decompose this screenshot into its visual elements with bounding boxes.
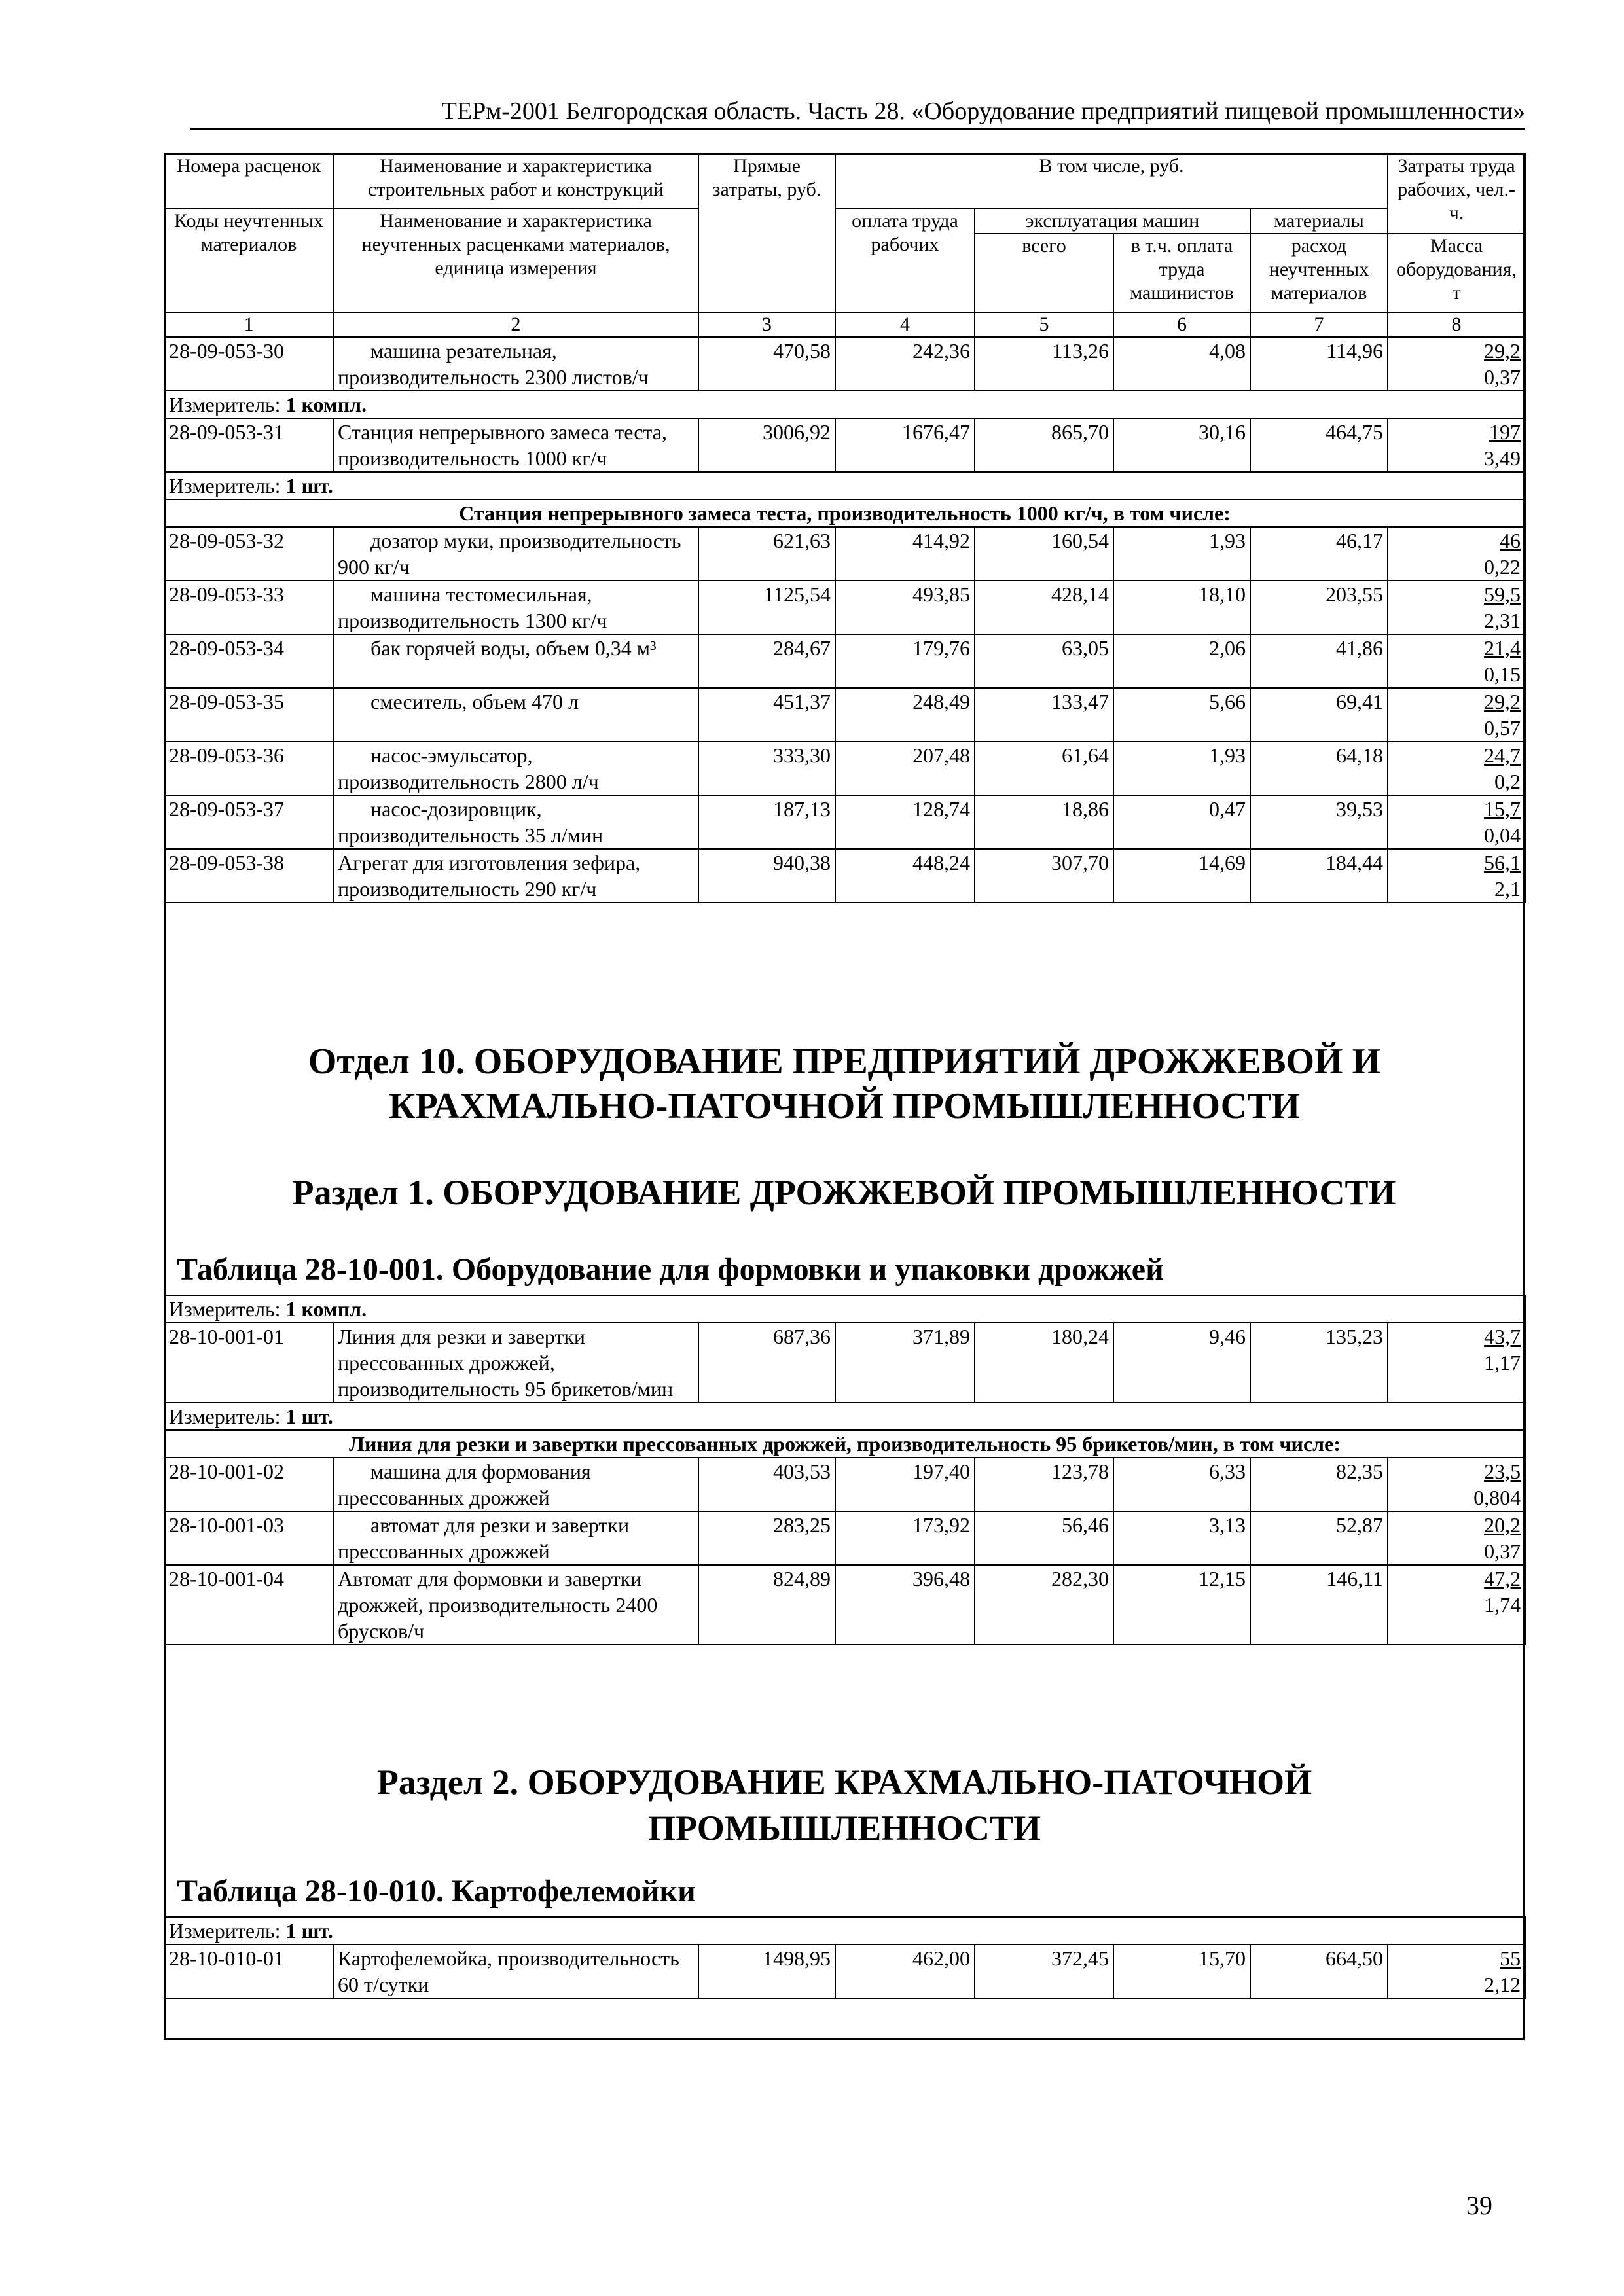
col6-header: в т.ч. оплата труда машинистов <box>1113 234 1250 312</box>
worker-wages: 242,36 <box>835 337 975 391</box>
measure-cell <box>164 472 1525 499</box>
labor-mass-cell <box>1388 688 1525 742</box>
labor-mass-cell <box>1388 527 1525 581</box>
razdel1-heading: Раздел 1. ОБОРУДОВАНИЕ ДРОЖЖЕВОЙ ПРОМЫШЛЕННОСТИ <box>292 1173 1396 1212</box>
table1-title: Таблица 28-10-001. Оборудование для формовки и упаковки дрожжей <box>177 1252 1164 1287</box>
direct-costs: 451,37 <box>698 688 835 742</box>
materials-cost: 52,87 <box>1250 1511 1388 1565</box>
measure-cell <box>164 1403 1525 1430</box>
machines-total: 61,64 <box>975 742 1113 795</box>
machines-total: 113,26 <box>975 337 1113 391</box>
equipment-mass: 3,49 <box>1484 446 1521 470</box>
operator-wages: 9,46 <box>1113 1323 1250 1403</box>
measure-row <box>164 472 1525 499</box>
labor-costs: 55 <box>1500 1946 1521 1970</box>
rate-code: 28-09-053-34 <box>164 634 333 688</box>
page-number: 39 <box>1466 2191 1492 2220</box>
measure-label: Измеритель: <box>169 474 286 497</box>
rate-code: 28-09-053-33 <box>164 581 333 634</box>
operator-wages: 5,66 <box>1113 688 1250 742</box>
direct-costs: 621,63 <box>698 527 835 581</box>
materials-cost: 82,35 <box>1250 1458 1388 1511</box>
worker-wages: 448,24 <box>835 849 975 903</box>
rate-name: смеситель, объем 470 л <box>333 688 698 742</box>
rates-table-2 <box>164 1295 1526 1645</box>
rate-row <box>164 1565 1525 1645</box>
machines-total: 372,45 <box>975 1945 1113 1998</box>
labor-costs: 23,5 <box>1484 1460 1521 1483</box>
column-numbers-row <box>164 312 1525 337</box>
equipment-mass: 1,17 <box>1484 1351 1521 1374</box>
labor-costs: 21,4 <box>1484 636 1521 660</box>
rate-code: 28-09-053-35 <box>164 688 333 742</box>
materials-cost: 64,18 <box>1250 742 1388 795</box>
col1-header-bottom: Коды неучтенных материалов <box>164 209 333 312</box>
worker-wages: 248,49 <box>835 688 975 742</box>
labor-costs: 29,2 <box>1484 339 1521 363</box>
labor-mass-cell <box>1388 795 1525 849</box>
rate-name: Автомат для формовки и завертки дрожжей, производительность 2400 брусков/ч <box>333 1565 698 1645</box>
rate-code: 28-10-010-01 <box>164 1945 333 1998</box>
worker-wages: 371,89 <box>835 1323 975 1403</box>
col2-header-bottom: Наименование и характеристика неучтенных расценками материалов, единица измерения <box>333 209 698 312</box>
materials-cost: 664,50 <box>1250 1945 1388 1998</box>
equipment-mass: 0,04 <box>1484 823 1521 847</box>
equipment-mass: 0,37 <box>1484 1539 1521 1563</box>
rate-name: бак горячей воды, объем 0,34 м³ <box>333 634 698 688</box>
running-header: ТЕРм-2001 Белгородская область. Часть 28. «Оборудование предприятий пищевой промышленности» <box>190 97 1525 130</box>
rate-name: Станция непрерывного замеса теста, производительность 1000 кг/ч <box>333 418 698 472</box>
machines-total: 307,70 <box>975 849 1113 903</box>
operator-wages: 4,08 <box>1113 337 1250 391</box>
measure-label: Измеритель: <box>169 1297 286 1321</box>
labor-mass-cell <box>1388 1945 1525 1998</box>
direct-costs: 284,67 <box>698 634 835 688</box>
measure-unit: 1 шт. <box>285 1405 333 1428</box>
measure-row <box>164 1295 1525 1323</box>
razdel2-heading: Раздел 2. ОБОРУДОВАНИЕ КРАХМАЛЬНО-ПАТОЧНОЙ ПРОМЫШЛЕННОСТИ <box>376 1763 1312 1848</box>
labor-costs: 197 <box>1489 420 1521 444</box>
labor-costs: 59,5 <box>1484 583 1521 606</box>
labor-costs: 29,2 <box>1484 690 1521 713</box>
rate-row <box>164 418 1525 472</box>
materials-cost: 203,55 <box>1250 581 1388 634</box>
measure-row <box>164 1403 1525 1430</box>
materials-cost: 46,17 <box>1250 527 1388 581</box>
rate-row <box>164 1945 1525 1998</box>
worker-wages: 179,76 <box>835 634 975 688</box>
machines-total: 282,30 <box>975 1565 1113 1645</box>
rate-row <box>164 581 1525 634</box>
machines-total: 123,78 <box>975 1458 1113 1511</box>
rate-code: 28-10-001-03 <box>164 1511 333 1565</box>
rate-name: машина тестомесильная, производительность 1300 кг/ч <box>333 581 698 634</box>
rate-row <box>164 742 1525 795</box>
equipment-mass: 2,12 <box>1484 1973 1521 1996</box>
operator-wages: 1,93 <box>1113 742 1250 795</box>
operator-wages: 14,69 <box>1113 849 1250 903</box>
rate-code: 28-10-001-02 <box>164 1458 333 1511</box>
measure-unit: 1 компл. <box>285 1297 367 1321</box>
table-body-2 <box>164 1295 1525 1645</box>
measure-unit: 1 компл. <box>285 393 367 416</box>
rate-code: 28-09-053-38 <box>164 849 333 903</box>
operator-wages: 2,06 <box>1113 634 1250 688</box>
worker-wages: 197,40 <box>835 1458 975 1511</box>
materials-header: материалы <box>1250 209 1388 234</box>
col4-header: оплата труда рабочих <box>835 209 975 312</box>
rate-name: автомат для резки и завертки прессованных дрожжей <box>333 1511 698 1565</box>
measure-label: Измеритель: <box>169 1919 286 1943</box>
labor-costs: 47,2 <box>1484 1567 1521 1590</box>
measure-cell <box>164 391 1525 418</box>
rate-row <box>164 688 1525 742</box>
otdel-heading: Отдел 10. ОБОРУДОВАНИЕ ПРЕДПРИЯТИЙ ДРОЖЖЕВОЙ И КРАХМАЛЬНО-ПАТОЧНОЙ ПРОМЫШЛЕННОСТИ <box>308 1041 1381 1126</box>
labor-costs: 15,7 <box>1484 797 1521 821</box>
rate-code: 28-10-001-01 <box>164 1323 333 1403</box>
machines-total: 180,24 <box>975 1323 1113 1403</box>
equipment-mass: 0,15 <box>1484 662 1521 686</box>
worker-wages: 207,48 <box>835 742 975 795</box>
rate-name: Картофелемойка, производительность 60 т/сутки <box>333 1945 698 1998</box>
equipment-mass: 2,1 <box>1494 877 1521 901</box>
col5-header: всего <box>975 234 1113 312</box>
equipment-mass: 1,74 <box>1484 1593 1521 1617</box>
direct-costs: 3006,92 <box>698 418 835 472</box>
group-row <box>164 499 1525 527</box>
rate-row <box>164 634 1525 688</box>
labor-costs: 24,7 <box>1484 744 1521 767</box>
machines-total: 865,70 <box>975 418 1113 472</box>
rate-row <box>164 527 1525 581</box>
labor-mass-cell <box>1388 418 1525 472</box>
labor-mass-cell <box>1388 742 1525 795</box>
rate-name: Агрегат для изготовления зефира, производительность 290 кг/ч <box>333 849 698 903</box>
materials-cost: 69,41 <box>1250 688 1388 742</box>
table-header <box>164 154 1525 337</box>
rate-code: 28-09-053-36 <box>164 742 333 795</box>
worker-wages: 128,74 <box>835 795 975 849</box>
equipment-mass: 0,804 <box>1473 1486 1521 1509</box>
labor-mass-cell <box>1388 337 1525 391</box>
rates-table-1 <box>164 153 1526 903</box>
materials-cost: 146,11 <box>1250 1565 1388 1645</box>
rate-row <box>164 795 1525 849</box>
labor-costs: 43,7 <box>1484 1325 1521 1348</box>
rate-name: дозатор муки, производительность 900 кг/ч <box>333 527 698 581</box>
direct-costs: 470,58 <box>698 337 835 391</box>
worker-wages: 493,85 <box>835 581 975 634</box>
rate-row <box>164 849 1525 903</box>
machines-total: 428,14 <box>975 581 1113 634</box>
measure-row <box>164 1917 1525 1945</box>
group-row <box>164 1430 1525 1458</box>
group-title: Линия для резки и завертки прессованных дрожжей, производительность 95 брикетов/мин, в том числе: <box>164 1430 1525 1458</box>
rate-row <box>164 1323 1525 1403</box>
labor-costs: 20,2 <box>1484 1513 1521 1537</box>
machines-header: эксплуатация машин <box>975 209 1250 234</box>
equipment-mass: 0,2 <box>1494 770 1521 793</box>
materials-cost: 41,86 <box>1250 634 1388 688</box>
measure-label: Измеритель: <box>169 1405 286 1428</box>
rate-code: 28-09-053-30 <box>164 337 333 391</box>
labor-mass-cell <box>1388 1565 1525 1645</box>
operator-wages: 1,93 <box>1113 527 1250 581</box>
labor-mass-cell <box>1388 1511 1525 1565</box>
direct-costs: 940,38 <box>698 849 835 903</box>
rate-name: насос-эмульсатор, производительность 2800 л/ч <box>333 742 698 795</box>
materials-cost: 114,96 <box>1250 337 1388 391</box>
rate-code: 28-09-053-31 <box>164 418 333 472</box>
col1-header-top: Номера расценок <box>164 154 333 209</box>
direct-costs: 687,36 <box>698 1323 835 1403</box>
materials-cost: 39,53 <box>1250 795 1388 849</box>
worker-wages: 173,92 <box>835 1511 975 1565</box>
direct-costs: 1125,54 <box>698 581 835 634</box>
worker-wages: 396,48 <box>835 1565 975 1645</box>
operator-wages: 18,10 <box>1113 581 1250 634</box>
rate-name: насос-дозировщик, производительность 35 л/мин <box>333 795 698 849</box>
col-number: 1 <box>164 312 333 337</box>
rate-name: Линия для резки и завертки прессованных дрожжей, производительность 95 брикетов/мин <box>333 1323 698 1403</box>
col-number: 6 <box>1113 312 1250 337</box>
included-header: В том числе, руб. <box>835 154 1388 209</box>
worker-wages: 414,92 <box>835 527 975 581</box>
machines-total: 63,05 <box>975 634 1113 688</box>
col-number: 3 <box>698 312 835 337</box>
operator-wages: 15,70 <box>1113 1945 1250 1998</box>
labor-mass-cell <box>1388 634 1525 688</box>
machines-total: 56,46 <box>975 1511 1113 1565</box>
col8-header-bottom: Масса оборудования, т <box>1388 234 1525 312</box>
direct-costs: 824,89 <box>698 1565 835 1645</box>
operator-wages: 3,13 <box>1113 1511 1250 1565</box>
worker-wages: 1676,47 <box>835 418 975 472</box>
rates-table-3 <box>164 1916 1526 1999</box>
labor-mass-cell <box>1388 849 1525 903</box>
rate-row <box>164 1458 1525 1511</box>
direct-costs: 333,30 <box>698 742 835 795</box>
labor-mass-cell <box>1388 581 1525 634</box>
measure-unit: 1 шт. <box>285 474 333 497</box>
labor-mass-cell <box>1388 1458 1525 1511</box>
measure-unit: 1 шт. <box>285 1919 333 1943</box>
machines-total: 18,86 <box>975 795 1113 849</box>
machines-total: 160,54 <box>975 527 1113 581</box>
measure-cell <box>164 1917 1525 1945</box>
equipment-mass: 0,37 <box>1484 365 1521 389</box>
measure-row <box>164 391 1525 418</box>
equipment-mass: 0,57 <box>1484 716 1521 740</box>
col8-header-top: Затраты труда рабочих, чел.-ч. <box>1388 154 1525 234</box>
table2-title: Таблица 28-10-010. Картофелемойки <box>177 1874 696 1909</box>
equipment-mass: 2,31 <box>1484 609 1521 632</box>
materials-cost: 464,75 <box>1250 418 1388 472</box>
col-number: 2 <box>333 312 698 337</box>
rate-name: машина резательная, производительность 2300 листов/ч <box>333 337 698 391</box>
materials-cost: 135,23 <box>1250 1323 1388 1403</box>
col7-header: расход неучтенных материалов <box>1250 234 1388 312</box>
rate-row <box>164 1511 1525 1565</box>
labor-costs: 46 <box>1500 529 1521 552</box>
labor-mass-cell <box>1388 1323 1525 1403</box>
operator-wages: 30,16 <box>1113 418 1250 472</box>
rate-row <box>164 337 1525 391</box>
col-number: 8 <box>1388 312 1525 337</box>
col-number: 5 <box>975 312 1113 337</box>
direct-costs: 1498,95 <box>698 1945 835 1998</box>
group-title: Станция непрерывного замеса теста, производительность 1000 кг/ч, в том числе: <box>164 499 1525 527</box>
table-body-1 <box>164 337 1525 903</box>
rate-code: 28-09-053-37 <box>164 795 333 849</box>
operator-wages: 6,33 <box>1113 1458 1250 1511</box>
direct-costs: 403,53 <box>698 1458 835 1511</box>
worker-wages: 462,00 <box>835 1945 975 1998</box>
materials-cost: 184,44 <box>1250 849 1388 903</box>
measure-label: Измеритель: <box>169 393 286 416</box>
direct-costs: 187,13 <box>698 795 835 849</box>
measure-cell <box>164 1295 1525 1323</box>
operator-wages: 0,47 <box>1113 795 1250 849</box>
rate-code: 28-10-001-04 <box>164 1565 333 1645</box>
rate-name: машина для формования прессованных дрожжей <box>333 1458 698 1511</box>
equipment-mass: 0,22 <box>1484 555 1521 579</box>
rate-code: 28-09-053-32 <box>164 527 333 581</box>
labor-costs: 56,1 <box>1484 851 1521 874</box>
col-number: 4 <box>835 312 975 337</box>
table-body-3 <box>164 1917 1525 1998</box>
machines-total: 133,47 <box>975 688 1113 742</box>
operator-wages: 12,15 <box>1113 1565 1250 1645</box>
direct-costs: 283,25 <box>698 1511 835 1565</box>
col2-header-top: Наименование и характеристика строительных работ и конструкций <box>333 154 698 209</box>
col3-header: Прямые затраты, руб. <box>698 154 835 312</box>
col-number: 7 <box>1250 312 1388 337</box>
